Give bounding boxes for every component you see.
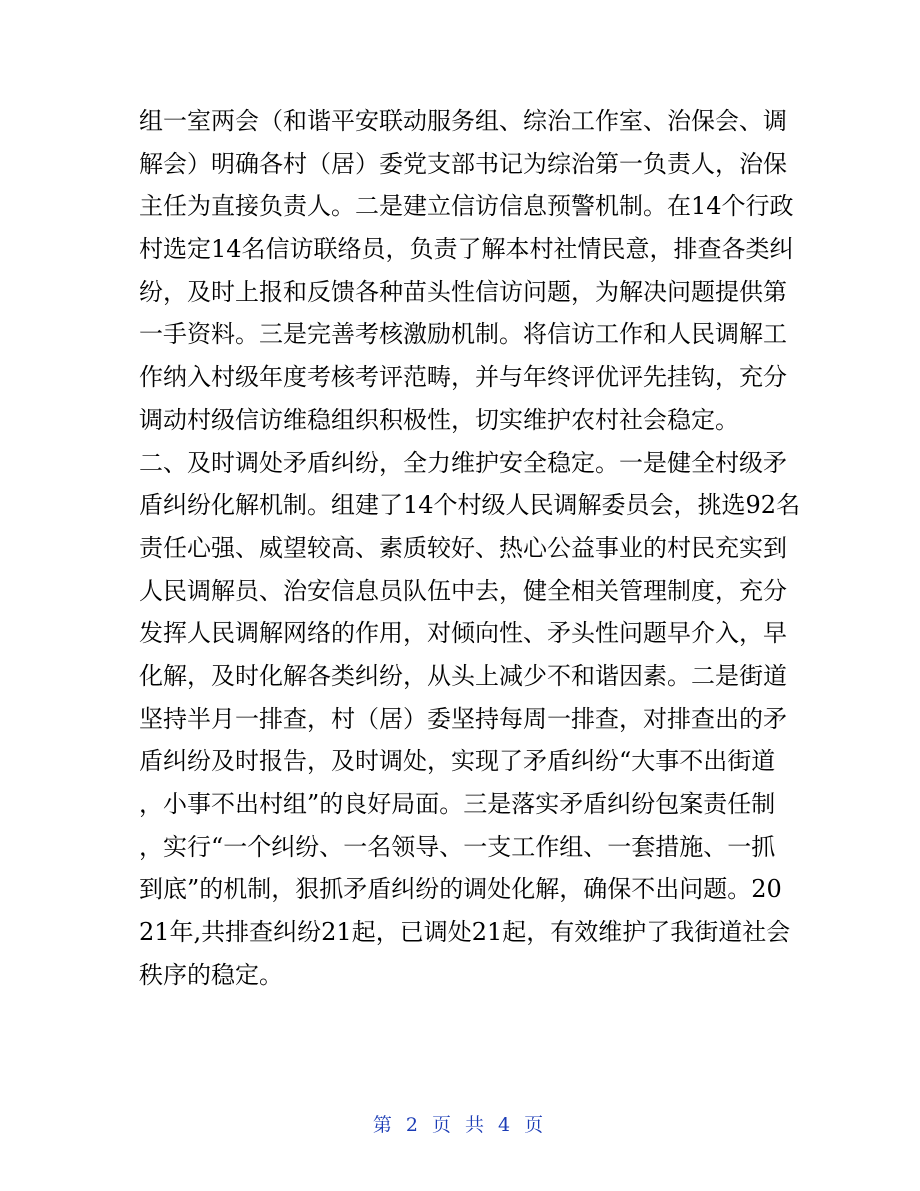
text-line: 主任为直接负责人。二是建立信访信息预警机制。在14个行政	[139, 192, 794, 221]
text-line: 到底”的机制，狠抓矛盾纠纷的调处化解，确保不出问题。20	[139, 875, 782, 904]
text-line: 坚持半月一排查，村（居）委坚持每周一排查，对排查出的矛	[139, 704, 787, 733]
text-line: ，小事不出村组”的良好局面。三是落实矛盾纠纷包案责任制	[139, 790, 776, 818]
text-line: 化解，及时化解各类纠纷，从头上减少不和谐因素。二是街道	[139, 661, 787, 690]
text-line: 村选定14名信访联络员，负责了解本村社情民意，排查各类纠	[139, 235, 794, 264]
text-line: ，实行“一个纠纷、一名领导、一支工作组、一套措施、一抓	[139, 832, 776, 861]
text-line: 盾纠纷化解机制。组建了14个村级人民调解委员会，挑选92名	[139, 491, 801, 520]
text-line: 责任心强、威望较高、素质较好、热心公益事业的村民充实到	[139, 533, 787, 562]
text-line: 一手资料。三是完善考核激励机制。将信访工作和人民调解工	[139, 320, 787, 349]
text-line: 纷，及时上报和反馈各种苗头性信访问题，为解决问题提供第	[139, 277, 787, 306]
text-line: 人民调解员、治安信息员队伍中去，健全相关管理制度，充分	[139, 576, 787, 605]
body-text	[139, 100, 799, 996]
text-line: 盾纠纷及时报告，及时调处，实现了矛盾纠纷“大事不出街道	[139, 747, 776, 776]
text-line: 21年,共排查纠纷21起，已调处21起，有效维护了我街道社会	[139, 918, 791, 947]
text-line: 发挥人民调解网络的作用，对倾向性、矛头性问题早介入，早	[139, 619, 787, 648]
text-line: 作纳入村级年度考核考评范畴，并与年终评优评先挂钩，充分	[139, 363, 787, 392]
text-line: 组一室两会（和谐平安联动服务组、综治工作室、治保会、调	[139, 107, 787, 135]
text-line: 二、及时调处矛盾纠纷，全力维护安全稳定。一是健全村级矛	[139, 448, 787, 477]
text-line: 解会）明确各村（居）委党支部书记为综治第一负责人，治保	[139, 149, 787, 178]
text-line: 秩序的稳定。	[139, 960, 283, 989]
text-line: 调动村级信访维稳组织积极性，切实维护农村社会稳定。	[139, 405, 739, 434]
page-number-footer: 第 2 页 共 4 页	[372, 1114, 548, 1136]
